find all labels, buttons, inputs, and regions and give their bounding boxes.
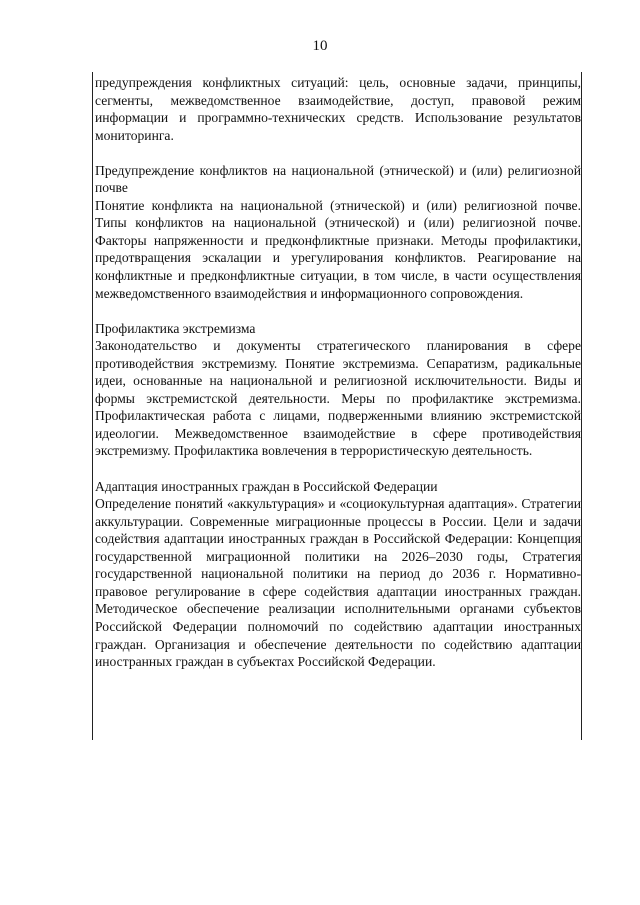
spacer xyxy=(95,302,581,320)
section-body-monitoring: предупреждения конфликтных ситуаций: цель, основные задачи, принципы, сегменты, межведомственное взаимодействие, доступ, правовой режим информации и программно-технических средств. Использование результатов мониторинга. xyxy=(95,75,581,143)
page-number: 10 xyxy=(312,38,328,54)
section-title-extremism: Профилактика экстремизма xyxy=(95,320,256,336)
content-column xyxy=(95,74,581,671)
spacer xyxy=(95,144,581,162)
section-title-conflicts: Предупреждение конфликтов на национальной (этнической) и (или) религиозной почве xyxy=(95,162,581,196)
section-title-adaptation: Адаптация иностранных граждан в Российской Федерации xyxy=(95,478,438,494)
spacer xyxy=(95,460,581,478)
section-body-conflicts: Понятие конфликта на национальной (этнической) и (или) религиозной почве. Типы конфликтов на национальной (этнической) и (или) религиозной почве. Факторы напряженности и предконфликтные признаки. Методы профилактики, предотвращения эскалации и урегулирования конфликтов. Реагирование на конфликтные и предконфликтные ситуации, в том числе, в части осуществления межведомственного взаимодействия и информационного сопровождения. xyxy=(95,197,581,301)
section-body-extremism: Законодательство и документы стратегического планирования в сфере противодействия экстремизму. Понятие экстремизма. Сепаратизм, радикальные идеи, основанные на национальной и религиозной исключительности. Виды и формы экстремистской деятельности. Меры по профилактике экстремизма. Профилактическая работа с лицами, подверженными влиянию экстремистской идеологии. Межведомственное взаимодействие в сфере противодействия экстремизму. Профилактика вовлечения в террористическую деятельность. xyxy=(95,338,581,459)
section-body-adaptation: Определение понятий «аккультурация» и «социокультурная адаптация». Стратегии аккультурации. Современные миграционные процессы в России. Цели и задачи содействия адаптации иностранных граждан в Российской Федерации: Концепция государственной миграционной политики на 2026–2030 годы, Стратегия государственной национальной политики на период до 2036 г. Нормативно-правовое регулирование в сфере содействия адаптации иностранных граждан. Методическое обеспечение реализации исполнительными органами субъектов Российской Федерации полномочий по содействию адаптации иностранных граждан. Организация и обеспечение деятельности по содействию адаптации иностранных граждан в субъектах Российской Федерации. xyxy=(95,496,581,670)
